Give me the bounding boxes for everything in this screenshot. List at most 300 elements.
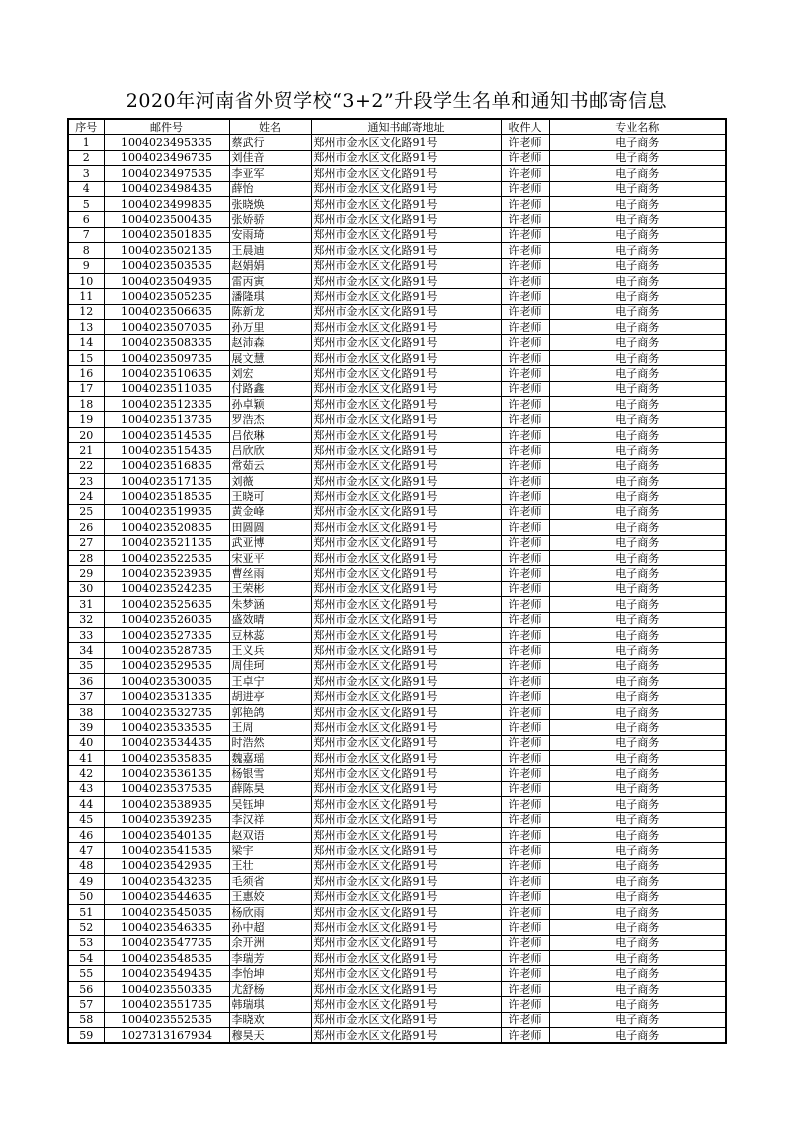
mailing-address: 郑州市金水区文化路91号 xyxy=(311,181,501,196)
header-tracking-number: 邮件号 xyxy=(104,119,229,135)
major: 电子商务 xyxy=(549,520,726,535)
recipient: 许老师 xyxy=(501,520,549,535)
tracking-number: 1004023526035 xyxy=(104,612,229,627)
major: 电子商务 xyxy=(549,320,726,335)
recipient: 许老师 xyxy=(501,458,549,473)
mailing-address: 郑州市金水区文化路91号 xyxy=(311,597,501,612)
tracking-number: 1004023535835 xyxy=(104,751,229,766)
student-name: 罗浩杰 xyxy=(229,412,311,427)
recipient: 许老师 xyxy=(501,674,549,689)
tracking-number: 1004023527335 xyxy=(104,627,229,642)
tracking-number: 1027313167934 xyxy=(104,1028,229,1044)
mailing-address: 郑州市金水区文化路91号 xyxy=(311,566,501,581)
student-name: 展文慧 xyxy=(229,350,311,365)
mailing-address: 郑州市金水区文化路91号 xyxy=(311,658,501,673)
row-index: 18 xyxy=(68,397,104,412)
table-row xyxy=(68,874,726,889)
row-index: 40 xyxy=(68,735,104,750)
mailing-address: 郑州市金水区文化路91号 xyxy=(311,766,501,781)
student-name: 毛须省 xyxy=(229,874,311,889)
mailing-address: 郑州市金水区文化路91号 xyxy=(311,935,501,950)
mailing-address: 郑州市金水区文化路91号 xyxy=(311,227,501,242)
student-name: 王卓宁 xyxy=(229,674,311,689)
major: 电子商务 xyxy=(549,273,726,288)
tracking-number: 1004023508335 xyxy=(104,335,229,350)
row-index: 4 xyxy=(68,181,104,196)
table-row xyxy=(68,889,726,904)
row-index: 1 xyxy=(68,135,104,150)
student-name: 潘隆琪 xyxy=(229,289,311,304)
major: 电子商务 xyxy=(549,735,726,750)
student-name: 李晓欢 xyxy=(229,1012,311,1027)
row-index: 19 xyxy=(68,412,104,427)
recipient: 许老师 xyxy=(501,196,549,211)
recipient: 许老师 xyxy=(501,550,549,565)
table-row xyxy=(68,212,726,227)
tracking-number: 1004023499835 xyxy=(104,196,229,211)
major: 电子商务 xyxy=(549,920,726,935)
table-row xyxy=(68,443,726,458)
header-name: 姓名 xyxy=(229,119,311,135)
row-index: 52 xyxy=(68,920,104,935)
major: 电子商务 xyxy=(549,397,726,412)
student-name: 尤舒杨 xyxy=(229,981,311,996)
recipient: 许老师 xyxy=(501,858,549,873)
major: 电子商务 xyxy=(549,843,726,858)
tracking-number: 1004023544635 xyxy=(104,889,229,904)
table-row xyxy=(68,735,726,750)
tracking-number: 1004023512335 xyxy=(104,397,229,412)
student-name: 胡进亭 xyxy=(229,689,311,704)
recipient: 许老师 xyxy=(501,366,549,381)
header-index: 序号 xyxy=(68,119,104,135)
recipient: 许老师 xyxy=(501,335,549,350)
major: 电子商务 xyxy=(549,766,726,781)
major: 电子商务 xyxy=(549,535,726,550)
table-row xyxy=(68,751,726,766)
major: 电子商务 xyxy=(549,181,726,196)
recipient: 许老师 xyxy=(501,304,549,319)
student-name: 韩瑞琪 xyxy=(229,997,311,1012)
recipient: 许老师 xyxy=(501,489,549,504)
recipient: 许老师 xyxy=(501,443,549,458)
row-index: 25 xyxy=(68,504,104,519)
recipient: 许老师 xyxy=(501,273,549,288)
table-row xyxy=(68,243,726,258)
tracking-number: 1004023507035 xyxy=(104,320,229,335)
recipient: 许老师 xyxy=(501,350,549,365)
student-name: 余开洲 xyxy=(229,935,311,950)
row-index: 47 xyxy=(68,843,104,858)
recipient: 许老师 xyxy=(501,412,549,427)
recipient: 许老师 xyxy=(501,320,549,335)
mailing-address: 郑州市金水区文化路91号 xyxy=(311,166,501,181)
major: 电子商务 xyxy=(549,350,726,365)
major: 电子商务 xyxy=(549,196,726,211)
recipient: 许老师 xyxy=(501,981,549,996)
recipient: 许老师 xyxy=(501,150,549,165)
table-row xyxy=(68,766,726,781)
student-name: 王壮 xyxy=(229,858,311,873)
row-index: 46 xyxy=(68,827,104,842)
tracking-number: 1004023505235 xyxy=(104,289,229,304)
row-index: 8 xyxy=(68,243,104,258)
recipient: 许老师 xyxy=(501,227,549,242)
mailing-address: 郑州市金水区文化路91号 xyxy=(311,812,501,827)
mailing-address: 郑州市金水区文化路91号 xyxy=(311,196,501,211)
table-row xyxy=(68,489,726,504)
tracking-number: 1004023501835 xyxy=(104,227,229,242)
mailing-address: 郑州市金水区文化路91号 xyxy=(311,689,501,704)
row-index: 31 xyxy=(68,597,104,612)
tracking-number: 1004023543235 xyxy=(104,874,229,889)
major: 电子商务 xyxy=(549,427,726,442)
tracking-number: 1004023540135 xyxy=(104,827,229,842)
tracking-number: 1004023511035 xyxy=(104,381,229,396)
major: 电子商务 xyxy=(549,981,726,996)
tracking-number: 1004023516835 xyxy=(104,458,229,473)
student-name: 刘宏 xyxy=(229,366,311,381)
student-mailing-table xyxy=(67,118,727,1044)
mailing-address: 郑州市金水区文化路91号 xyxy=(311,273,501,288)
student-name: 张娇骄 xyxy=(229,212,311,227)
tracking-number: 1004023529535 xyxy=(104,658,229,673)
mailing-address: 郑州市金水区文化路91号 xyxy=(311,874,501,889)
major: 电子商务 xyxy=(549,720,726,735)
tracking-number: 1004023500435 xyxy=(104,212,229,227)
table-row xyxy=(68,504,726,519)
major: 电子商务 xyxy=(549,1028,726,1044)
row-index: 15 xyxy=(68,350,104,365)
recipient: 许老师 xyxy=(501,889,549,904)
tracking-number: 1004023528735 xyxy=(104,643,229,658)
tracking-number: 1004023515435 xyxy=(104,443,229,458)
mailing-address: 郑州市金水区文化路91号 xyxy=(311,350,501,365)
student-name: 曹丝雨 xyxy=(229,566,311,581)
table-row xyxy=(68,951,726,966)
recipient: 许老师 xyxy=(501,612,549,627)
tracking-number: 1004023541535 xyxy=(104,843,229,858)
tracking-number: 1004023532735 xyxy=(104,704,229,719)
row-index: 54 xyxy=(68,951,104,966)
student-name: 王周 xyxy=(229,720,311,735)
mailing-address: 郑州市金水区文化路91号 xyxy=(311,720,501,735)
tracking-number: 1004023531335 xyxy=(104,689,229,704)
table-row xyxy=(68,289,726,304)
row-index: 35 xyxy=(68,658,104,673)
major: 电子商务 xyxy=(549,597,726,612)
student-name: 王惠姣 xyxy=(229,889,311,904)
mailing-address: 郑州市金水区文化路91号 xyxy=(311,550,501,565)
mailing-address: 郑州市金水区文化路91号 xyxy=(311,412,501,427)
table-row xyxy=(68,643,726,658)
row-index: 12 xyxy=(68,304,104,319)
recipient: 许老师 xyxy=(501,843,549,858)
recipient: 许老师 xyxy=(501,735,549,750)
mailing-address: 郑州市金水区文化路91号 xyxy=(311,751,501,766)
recipient: 许老师 xyxy=(501,720,549,735)
tracking-number: 1004023550335 xyxy=(104,981,229,996)
recipient: 许老师 xyxy=(501,704,549,719)
table-row xyxy=(68,366,726,381)
tracking-number: 1004023537535 xyxy=(104,781,229,796)
row-index: 39 xyxy=(68,720,104,735)
table-row xyxy=(68,550,726,565)
mailing-address: 郑州市金水区文化路91号 xyxy=(311,258,501,273)
recipient: 许老师 xyxy=(501,397,549,412)
recipient: 许老师 xyxy=(501,135,549,150)
table-row xyxy=(68,427,726,442)
major: 电子商务 xyxy=(549,150,726,165)
table-row xyxy=(68,181,726,196)
mailing-address: 郑州市金水区文化路91号 xyxy=(311,335,501,350)
student-name: 豆林蕊 xyxy=(229,627,311,642)
recipient: 许老师 xyxy=(501,751,549,766)
row-index: 29 xyxy=(68,566,104,581)
table-row xyxy=(68,520,726,535)
student-name: 杨银雪 xyxy=(229,766,311,781)
mailing-address: 郑州市金水区文化路91号 xyxy=(311,966,501,981)
major: 电子商务 xyxy=(549,489,726,504)
recipient: 许老师 xyxy=(501,473,549,488)
table-row xyxy=(68,566,726,581)
row-index: 3 xyxy=(68,166,104,181)
row-index: 6 xyxy=(68,212,104,227)
major: 电子商务 xyxy=(549,458,726,473)
tracking-number: 1004023504935 xyxy=(104,273,229,288)
mailing-address: 郑州市金水区文化路91号 xyxy=(311,843,501,858)
student-name: 田圆圆 xyxy=(229,520,311,535)
mailing-address: 郑州市金水区文化路91号 xyxy=(311,781,501,796)
tracking-number: 1004023498435 xyxy=(104,181,229,196)
mailing-address: 郑州市金水区文化路91号 xyxy=(311,320,501,335)
mailing-address: 郑州市金水区文化路91号 xyxy=(311,520,501,535)
recipient: 许老师 xyxy=(501,874,549,889)
tracking-number: 1004023517135 xyxy=(104,473,229,488)
student-name: 赵双语 xyxy=(229,827,311,842)
student-name: 武亚博 xyxy=(229,535,311,550)
mailing-address: 郑州市金水区文化路91号 xyxy=(311,1028,501,1044)
recipient: 许老师 xyxy=(501,951,549,966)
mailing-address: 郑州市金水区文化路91号 xyxy=(311,627,501,642)
table-row xyxy=(68,720,726,735)
mailing-address: 郑州市金水区文化路91号 xyxy=(311,535,501,550)
recipient: 许老师 xyxy=(501,1012,549,1027)
row-index: 9 xyxy=(68,258,104,273)
row-index: 36 xyxy=(68,674,104,689)
major: 电子商务 xyxy=(549,889,726,904)
table-row xyxy=(68,858,726,873)
table-row xyxy=(68,473,726,488)
mailing-address: 郑州市金水区文化路91号 xyxy=(311,366,501,381)
table-row xyxy=(68,258,726,273)
header-recipient: 收件人 xyxy=(501,119,549,135)
student-name: 李汉祥 xyxy=(229,812,311,827)
mailing-address: 郑州市金水区文化路91号 xyxy=(311,920,501,935)
table-header-row xyxy=(68,119,726,135)
student-name: 吕依琳 xyxy=(229,427,311,442)
major: 电子商务 xyxy=(549,704,726,719)
recipient: 许老师 xyxy=(501,781,549,796)
table-row xyxy=(68,704,726,719)
student-name: 周佳珂 xyxy=(229,658,311,673)
mailing-address: 郑州市金水区文化路91号 xyxy=(311,797,501,812)
row-index: 48 xyxy=(68,858,104,873)
tracking-number: 1004023545035 xyxy=(104,904,229,919)
recipient: 许老师 xyxy=(501,766,549,781)
student-name: 盛效晴 xyxy=(229,612,311,627)
student-name: 刘佳音 xyxy=(229,150,311,165)
recipient: 许老师 xyxy=(501,920,549,935)
row-index: 32 xyxy=(68,612,104,627)
table-row xyxy=(68,612,726,627)
student-name: 陈新龙 xyxy=(229,304,311,319)
student-name: 朱梦涵 xyxy=(229,597,311,612)
row-index: 7 xyxy=(68,227,104,242)
row-index: 10 xyxy=(68,273,104,288)
student-name: 孙卓颖 xyxy=(229,397,311,412)
tracking-number: 1004023519935 xyxy=(104,504,229,519)
table-row xyxy=(68,135,726,150)
tracking-number: 1004023520835 xyxy=(104,520,229,535)
major: 电子商务 xyxy=(549,658,726,673)
table-row xyxy=(68,827,726,842)
recipient: 许老师 xyxy=(501,627,549,642)
recipient: 许老师 xyxy=(501,1028,549,1044)
table-row xyxy=(68,304,726,319)
row-index: 53 xyxy=(68,935,104,950)
recipient: 许老师 xyxy=(501,812,549,827)
student-name: 薛陈昊 xyxy=(229,781,311,796)
table-row xyxy=(68,597,726,612)
major: 电子商务 xyxy=(549,997,726,1012)
mailing-address: 郑州市金水区文化路91号 xyxy=(311,643,501,658)
table-row xyxy=(68,1028,726,1044)
major: 电子商务 xyxy=(549,581,726,596)
student-name: 安雨琦 xyxy=(229,227,311,242)
recipient: 许老师 xyxy=(501,243,549,258)
major: 电子商务 xyxy=(549,935,726,950)
major: 电子商务 xyxy=(549,612,726,627)
major: 电子商务 xyxy=(549,797,726,812)
row-index: 22 xyxy=(68,458,104,473)
mailing-address: 郑州市金水区文化路91号 xyxy=(311,212,501,227)
recipient: 许老师 xyxy=(501,504,549,519)
recipient: 许老师 xyxy=(501,966,549,981)
row-index: 2 xyxy=(68,150,104,165)
major: 电子商务 xyxy=(549,874,726,889)
major: 电子商务 xyxy=(549,504,726,519)
table-row xyxy=(68,412,726,427)
recipient: 许老师 xyxy=(501,797,549,812)
tracking-number: 1004023548535 xyxy=(104,951,229,966)
tracking-number: 1004023514535 xyxy=(104,427,229,442)
student-name: 付路鑫 xyxy=(229,381,311,396)
student-name: 吕欣欣 xyxy=(229,443,311,458)
student-name: 郭艳鸽 xyxy=(229,704,311,719)
major: 电子商务 xyxy=(549,243,726,258)
row-index: 28 xyxy=(68,550,104,565)
recipient: 许老师 xyxy=(501,827,549,842)
row-index: 23 xyxy=(68,473,104,488)
row-index: 26 xyxy=(68,520,104,535)
tracking-number: 1004023503535 xyxy=(104,258,229,273)
table-row xyxy=(68,535,726,550)
row-index: 21 xyxy=(68,443,104,458)
major: 电子商务 xyxy=(549,550,726,565)
major: 电子商务 xyxy=(549,443,726,458)
tracking-number: 1004023497535 xyxy=(104,166,229,181)
major: 电子商务 xyxy=(549,858,726,873)
recipient: 许老师 xyxy=(501,935,549,950)
table-row xyxy=(68,781,726,796)
tracking-number: 1004023538935 xyxy=(104,797,229,812)
major: 电子商务 xyxy=(549,781,726,796)
tracking-number: 1004023524235 xyxy=(104,581,229,596)
student-name: 梁宇 xyxy=(229,843,311,858)
row-index: 51 xyxy=(68,904,104,919)
tracking-number: 1004023542935 xyxy=(104,858,229,873)
tracking-number: 1004023502135 xyxy=(104,243,229,258)
row-index: 55 xyxy=(68,966,104,981)
student-name: 王晨迪 xyxy=(229,243,311,258)
student-name: 孙中超 xyxy=(229,920,311,935)
row-index: 24 xyxy=(68,489,104,504)
header-major: 专业名称 xyxy=(549,119,726,135)
tracking-number: 1004023539235 xyxy=(104,812,229,827)
table-row xyxy=(68,350,726,365)
student-name: 李瑞芳 xyxy=(229,951,311,966)
row-index: 27 xyxy=(68,535,104,550)
table-row xyxy=(68,935,726,950)
student-name: 杨欣雨 xyxy=(229,904,311,919)
table-row xyxy=(68,381,726,396)
row-index: 30 xyxy=(68,581,104,596)
row-index: 16 xyxy=(68,366,104,381)
row-index: 57 xyxy=(68,997,104,1012)
row-index: 37 xyxy=(68,689,104,704)
table-row xyxy=(68,273,726,288)
tracking-number: 1004023509735 xyxy=(104,350,229,365)
mailing-address: 郑州市金水区文化路91号 xyxy=(311,1012,501,1027)
mailing-address: 郑州市金水区文化路91号 xyxy=(311,289,501,304)
recipient: 许老师 xyxy=(501,581,549,596)
mailing-address: 郑州市金水区文化路91号 xyxy=(311,951,501,966)
table-row xyxy=(68,397,726,412)
row-index: 17 xyxy=(68,381,104,396)
major: 电子商务 xyxy=(549,674,726,689)
table-row xyxy=(68,920,726,935)
tracking-number: 1004023521135 xyxy=(104,535,229,550)
mailing-address: 郑州市金水区文化路91号 xyxy=(311,612,501,627)
tracking-number: 1004023495335 xyxy=(104,135,229,150)
table-row xyxy=(68,658,726,673)
row-index: 14 xyxy=(68,335,104,350)
tracking-number: 1004023518535 xyxy=(104,489,229,504)
mailing-address: 郑州市金水区文化路91号 xyxy=(311,458,501,473)
recipient: 许老师 xyxy=(501,212,549,227)
recipient: 许老师 xyxy=(501,289,549,304)
recipient: 许老师 xyxy=(501,181,549,196)
student-name: 张晓焕 xyxy=(229,196,311,211)
major: 电子商务 xyxy=(549,827,726,842)
mailing-address: 郑州市金水区文化路91号 xyxy=(311,304,501,319)
recipient: 许老师 xyxy=(501,535,549,550)
tracking-number: 1004023530035 xyxy=(104,674,229,689)
major: 电子商务 xyxy=(549,566,726,581)
tracking-number: 1004023536135 xyxy=(104,766,229,781)
row-index: 42 xyxy=(68,766,104,781)
